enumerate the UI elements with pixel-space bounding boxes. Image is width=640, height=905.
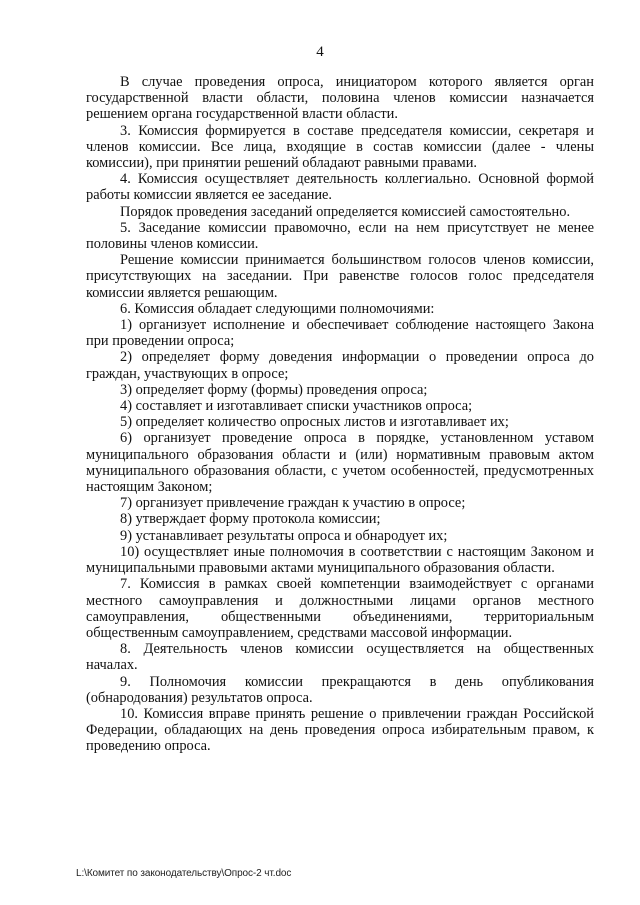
document-body	[86, 74, 594, 755]
paragraph: 7. Комиссия в рамках своей компетенции взаимодействует с органами местного самоуправления и должностными лицами органов местного самоуправления, общественными объединениями, территориальным общественным самоуправлением, средствами массовой информации.	[86, 576, 594, 641]
file-path-footer: L:\Комитет по законодательству\Опрос-2 чт.doc	[76, 868, 292, 879]
list-item: 3) определяет форму (формы) проведения опроса;	[120, 381, 428, 398]
list-item: 4) составляет и изготавливает списки участников опроса;	[120, 398, 473, 415]
paragraph: 10. Комиссия вправе принять решение о привлечении граждан Российской Федерации, обладающих на день проведения опроса избирательным правом, к проведению опроса.	[86, 705, 594, 755]
paragraph: Порядок проведения заседаний определяется комиссией самостоятельно.	[120, 203, 571, 220]
paragraph: 8. Деятельность членов комиссии осуществляется на общественных началах.	[86, 641, 594, 674]
list-item: 6) организует проведение опроса в порядке, установленном уставом муниципального образования области и (или) нормативным правовым актом муниципального образования области, с учетом особенностей, предусмотренных настоящим Законом;	[86, 430, 594, 496]
list-item: 5) определяет количество опросных листов и изготавливает их;	[120, 414, 509, 431]
paragraph: В случае проведения опроса, инициатором которого является орган государственной власти области, половина членов комиссии назначается решением органа государственной власти области.	[86, 74, 594, 123]
paragraph: 9. Полномочия комиссии прекращаются в день опубликования (обнародования) результатов опроса.	[86, 673, 594, 706]
list-item: 7) организует привлечение граждан к участию в опросе;	[120, 495, 466, 512]
list-item: 8) утверждает форму протокола комиссии;	[120, 511, 381, 528]
list-item: 2) определяет форму доведения информации о проведении опроса до граждан, участвующих в опросе;	[86, 349, 594, 382]
list-item: 10) осуществляет иные полномочия в соответствии с настоящим Законом и муниципальными правовыми актами муниципального образования области.	[86, 543, 594, 577]
paragraph: 3. Комиссия формируется в составе председателя комиссии, секретаря и членов комиссии. Все лица, входящие в состав комиссии (далее - члены комиссии), при принятии решений обладают равными правами.	[86, 122, 594, 172]
paragraph: 4. Комиссия осуществляет деятельность коллегиально. Основной формой работы комиссии является ее заседание.	[86, 171, 594, 204]
paragraph: Решение комиссии принимается большинством голосов членов комиссии, присутствующих на заседании. При равенстве голосов голос председателя комиссии является решающим.	[86, 252, 594, 301]
paragraph: 5. Заседание комиссии правомочно, если на нем присутствует не менее половины членов комиссии.	[86, 219, 594, 253]
list-item: 9) устанавливает результаты опроса и обнародует их;	[120, 527, 448, 544]
list-item: 1) организует исполнение и обеспечивает соблюдение настоящего Закона при проведении опроса;	[86, 317, 594, 350]
paragraph: 6. Комиссия обладает следующими полномочиями:	[120, 300, 435, 317]
page-number: 4	[316, 44, 324, 60]
